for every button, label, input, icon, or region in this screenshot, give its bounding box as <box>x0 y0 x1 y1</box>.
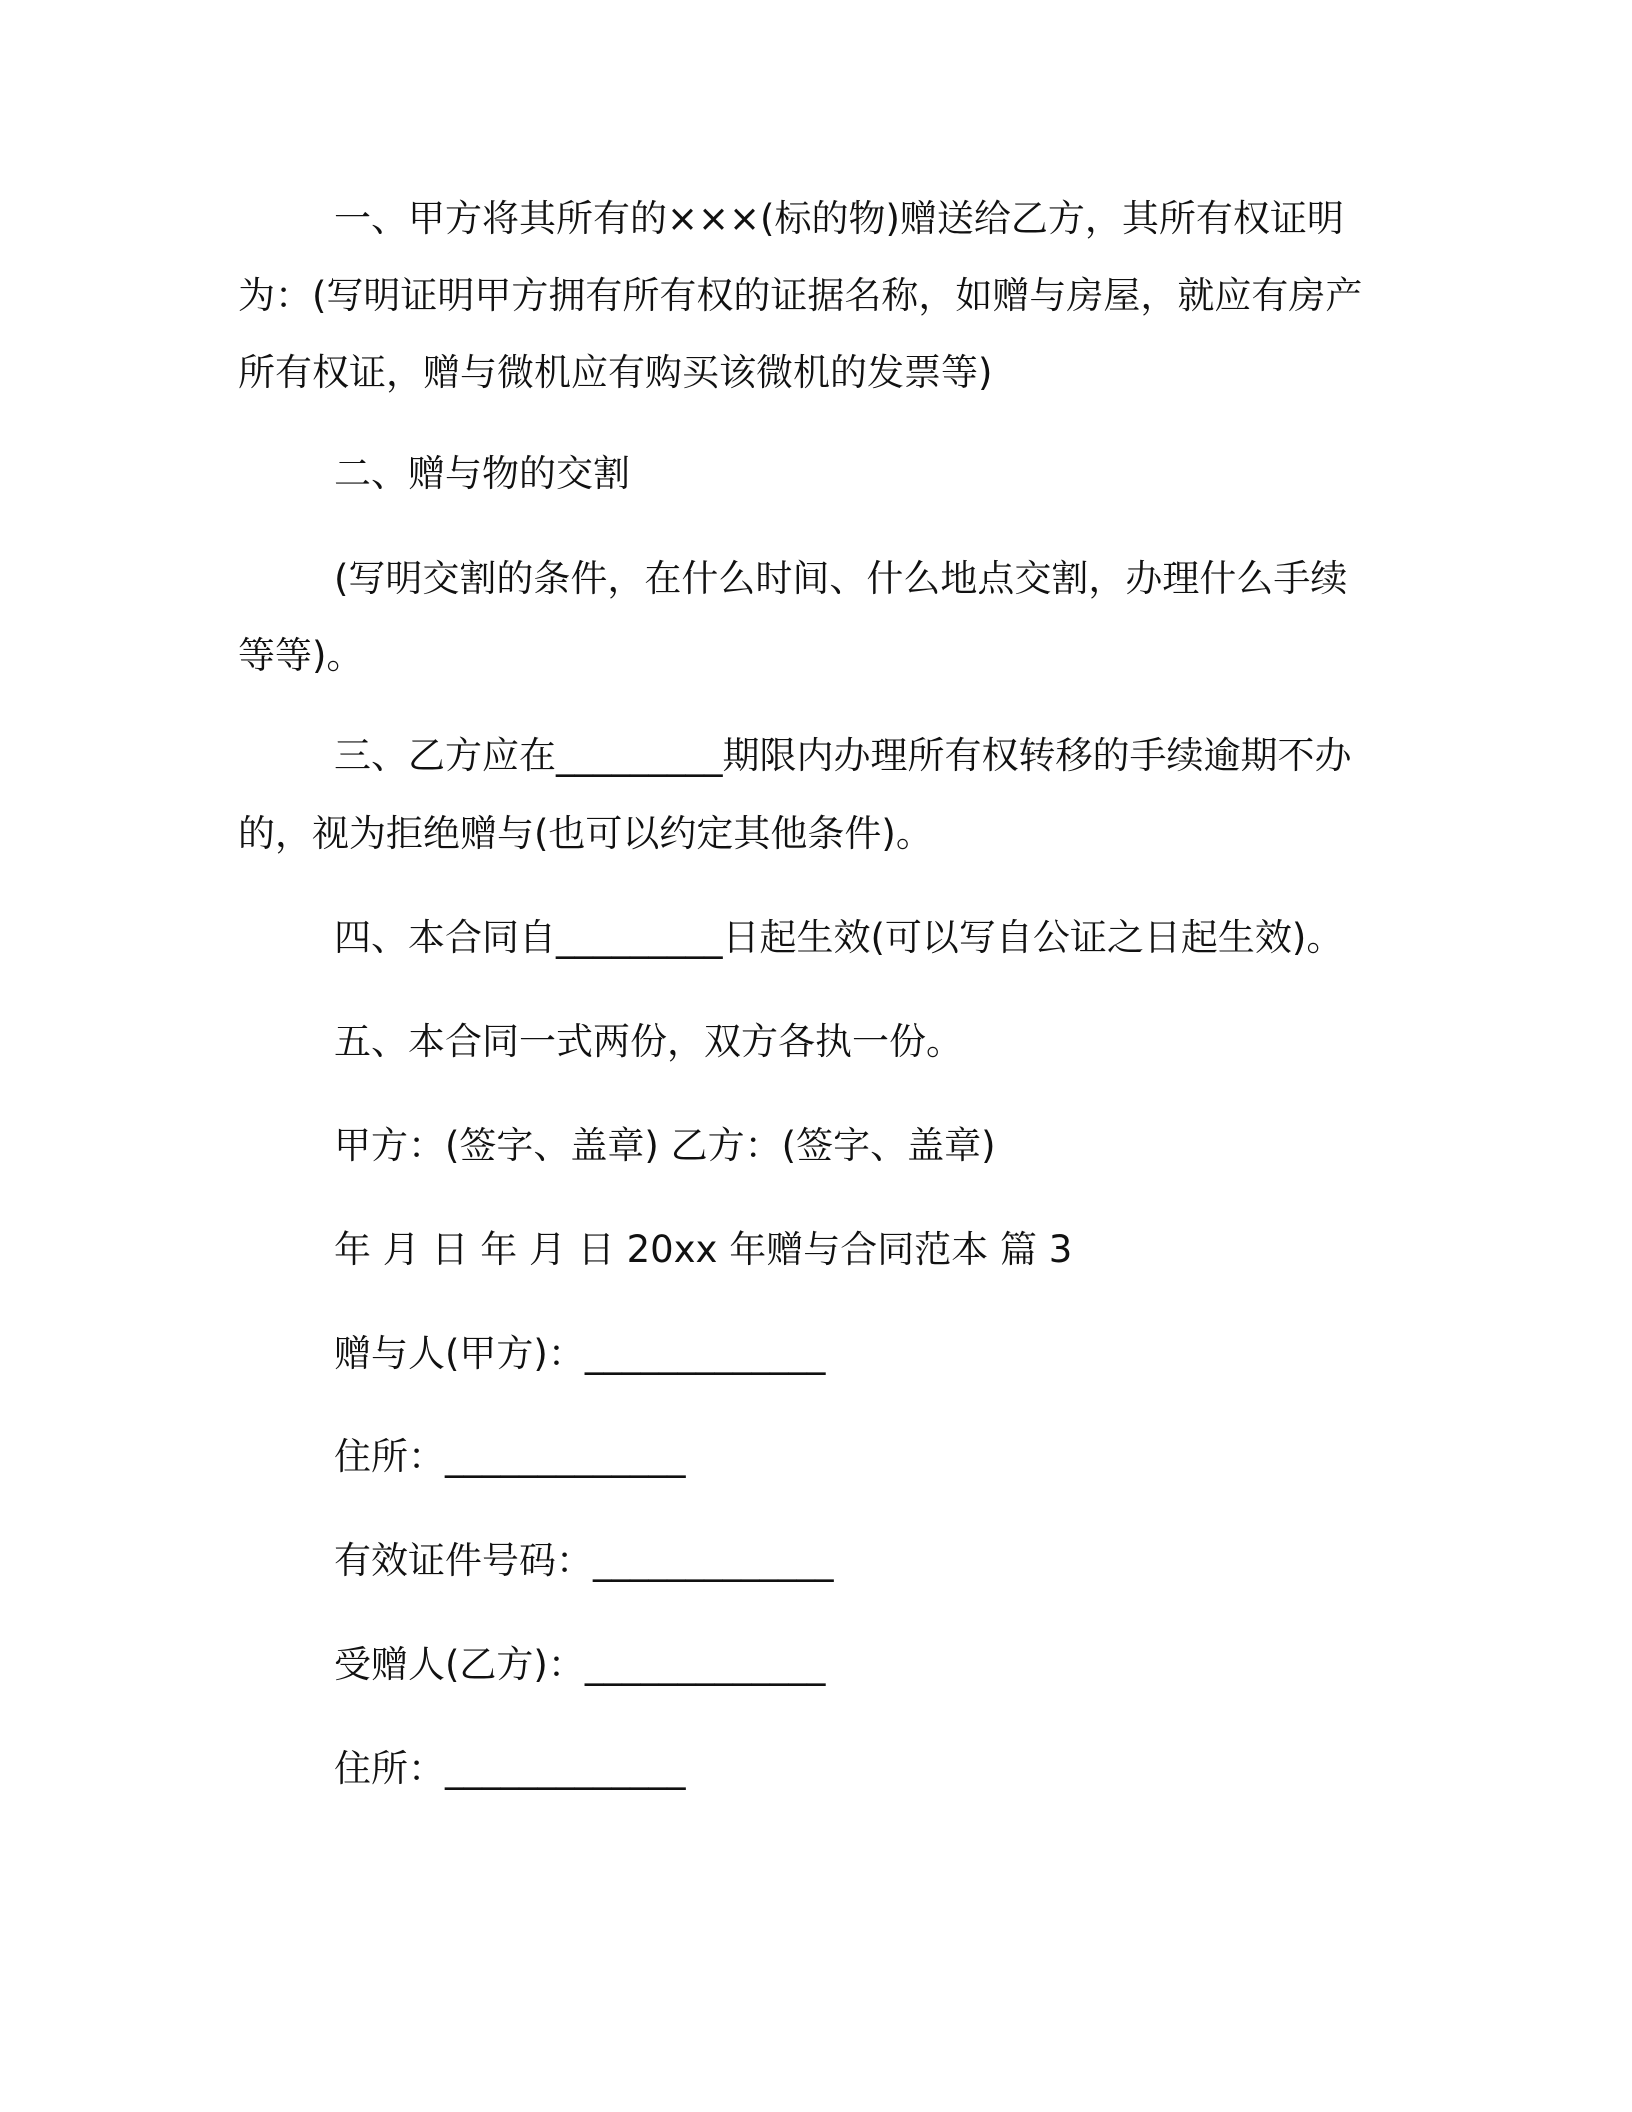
clause-3-line-2: 的，视为拒绝赠与(也可以约定其他条件)。 <box>238 812 933 855</box>
signature-line: 甲方：(签字、盖章) 乙方：(签字、盖章) <box>334 1124 996 1167</box>
clause-1-line-1: 一、甲方将其所有的×××(标的物)赠送给乙方，其所有权证明 <box>334 197 1344 240</box>
clause-4: 四、本合同自_________日起生效(可以写自公证之日起生效)。 <box>334 916 1344 959</box>
donor-field: 赠与人(甲方)：_____________ <box>334 1332 826 1375</box>
clause-5: 五、本合同一式两份，双方各执一份。 <box>334 1020 963 1063</box>
clause-2-heading: 二、赠与物的交割 <box>334 452 630 495</box>
donor-address-field: 住所：_____________ <box>334 1435 686 1478</box>
clause-1-line-2: 为：(写明证明甲方拥有所有权的证据名称，如赠与房屋，就应有房产 <box>238 274 1363 317</box>
donee-field: 受赠人(乙方)：_____________ <box>334 1643 826 1686</box>
donee-address-field: 住所：_____________ <box>334 1747 686 1790</box>
clause-2-note-line-2: 等等)。 <box>238 634 364 677</box>
clause-2-note-line-1: (写明交割的条件，在什么时间、什么地点交割，办理什么手续 <box>334 557 1348 600</box>
clause-3-line-1: 三、乙方应在_________期限内办理所有权转移的手续逾期不办 <box>334 734 1352 777</box>
date-and-section-title: 年 月 日 年 月 日 20xx 年赠与合同范本 篇 3 <box>334 1228 1073 1271</box>
clause-1-line-3: 所有权证，赠与微机应有购买该微机的发票等) <box>238 351 993 394</box>
donor-id-field: 有效证件号码：_____________ <box>334 1539 834 1582</box>
